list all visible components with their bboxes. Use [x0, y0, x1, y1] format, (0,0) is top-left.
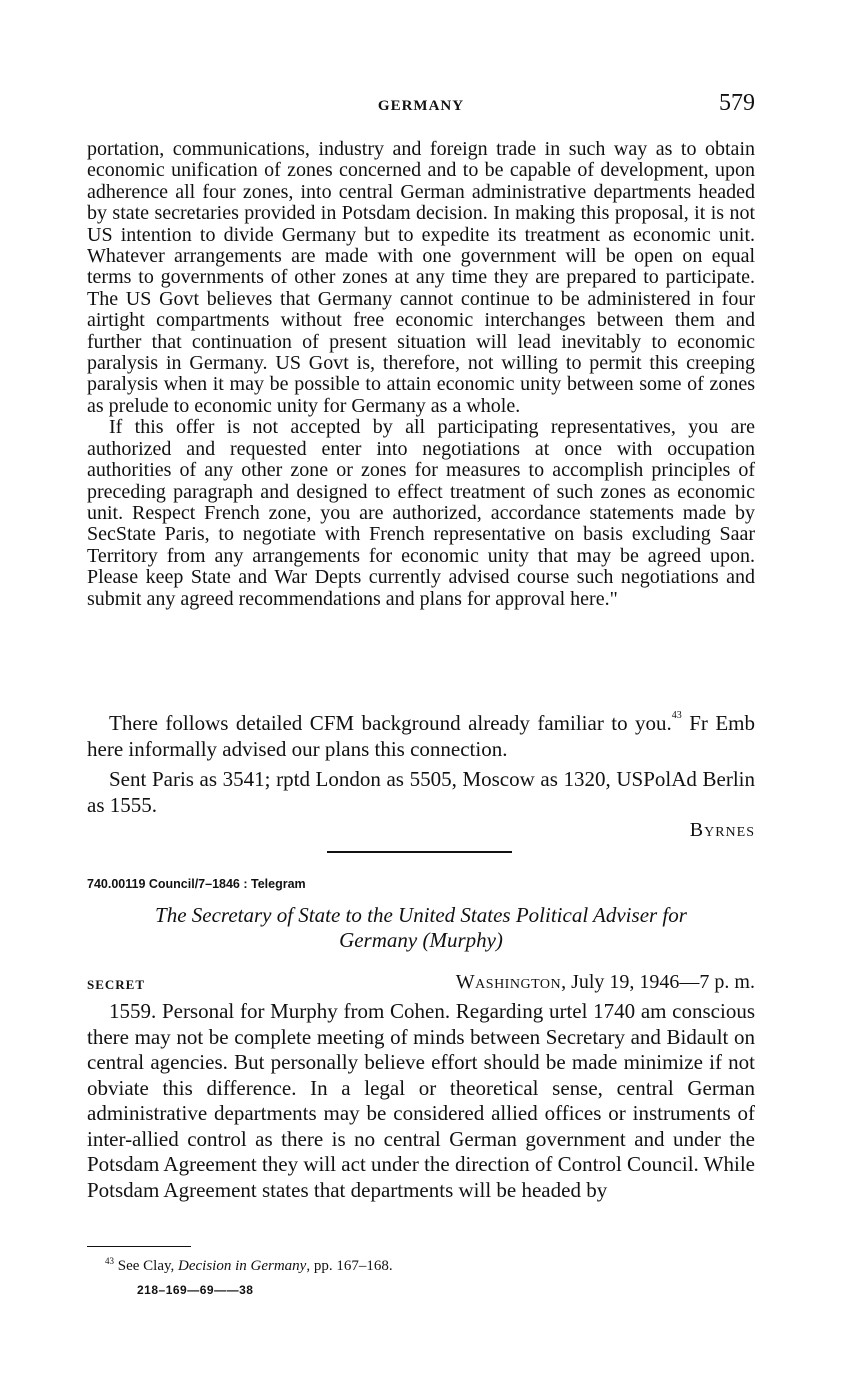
document-title	[87, 903, 755, 953]
body-paragraph-2: Sent Paris as 3541; rptd London as 5505, Moscow as 1320, USPolAd Berlin as 1555.	[87, 767, 755, 817]
dateline	[87, 971, 755, 995]
classification-label: SECRET	[87, 977, 146, 992]
place: Washington	[455, 971, 562, 993]
running-title: GERMANY	[377, 98, 465, 114]
footnote-rule	[87, 1246, 191, 1247]
footnote-marker: 43	[105, 1256, 114, 1266]
document-title-line-1: The Secretary of State to the United States Political Adviser for	[155, 903, 687, 927]
body-paragraph-1-cont: Fr Emb here informally advised our plans this connection.	[87, 711, 755, 761]
signature-text: Byrnes	[689, 819, 755, 841]
body-paragraph-1	[87, 711, 755, 762]
page-header	[87, 90, 755, 120]
quote-paragraph-2: If this offer is not accepted by all participating representatives, you are authorized and requested enter into negotiations at once with occupation authorities of any other zone or zones for measures to accomplish principles of preceding paragraph and designed to effect treatment of such zones as economic unit. Respect French zone, you are authorized, accordance statements made by SecState Paris, to negotiate with French representative on basis excluding Saar Territory from any arrangements for economic unity that may be agreed upon. Please keep State and War Depts currently advised course such negotiations and submit any agreed recommendations and plans for approval here."	[87, 416, 755, 610]
quoted-instructions	[87, 139, 755, 610]
footnote-text-before: See Clay,	[114, 1258, 179, 1274]
page-number: 579	[719, 90, 755, 116]
telegram-paragraph: 1559. Personal for Murphy from Cohen. Regarding urtel 1740 am conscious there may not be complete meeting of minds between Secretary and Bidault on central agencies. But personally believe effort should be made minimize if not obviate this difference. In a legal or theoretical sense, central German administrative departments may be considered allied offices or instruments of inter-allied control as there is no central German government and under the Potsdam Agreement they will act under the direction of Control Council. While Potsdam Agreement states that departments will be headed by	[87, 999, 755, 1202]
document-title-line-2: Germany (Murphy)	[339, 928, 503, 952]
date: , July 19, 1946—7 p. m.	[561, 971, 755, 993]
signature	[690, 819, 755, 842]
body-paragraph-1-text: There follows detailed CFM background already familiar to you.	[109, 711, 672, 735]
telegram-body	[87, 999, 755, 1203]
footnote	[105, 1256, 393, 1275]
place-and-date	[456, 971, 755, 994]
print-code: 218–169—69——38	[137, 1283, 254, 1297]
section-divider	[327, 851, 512, 853]
footnote-book-title: Decision in Germany	[178, 1258, 307, 1274]
file-reference: 740.00119 Council/7–1846 : Telegram	[87, 877, 306, 891]
footnote-reference: 43	[671, 710, 682, 721]
message-body	[87, 711, 755, 818]
footnote-text-after: , pp. 167–168.	[306, 1258, 393, 1274]
quote-paragraph-1: portation, communications, industry and foreign trade in such way as to obtain economic unification of zones concerned and to be capable of development, upon adherence all four zones, into central German administrative departments headed by state secretaries provided in Potsdam decision. In making this proposal, it is not US intention to divide Germany but to expedite its treatment as economic unit. Whatever arrangements are made with one government will be open on equal terms to governments of other zones at any time they are prepared to participate. The US Govt believes that Germany cannot continue to be administered in four airtight compartments without free economic interchanges between them and further that continuation of present situation will lead inevitably to economic paralysis in Germany. US Govt is, therefore, not willing to permit this creeping paralysis when it may be possible to attain economic unity between some of zones as prelude to economic unity for Germany as a whole.	[87, 138, 755, 417]
